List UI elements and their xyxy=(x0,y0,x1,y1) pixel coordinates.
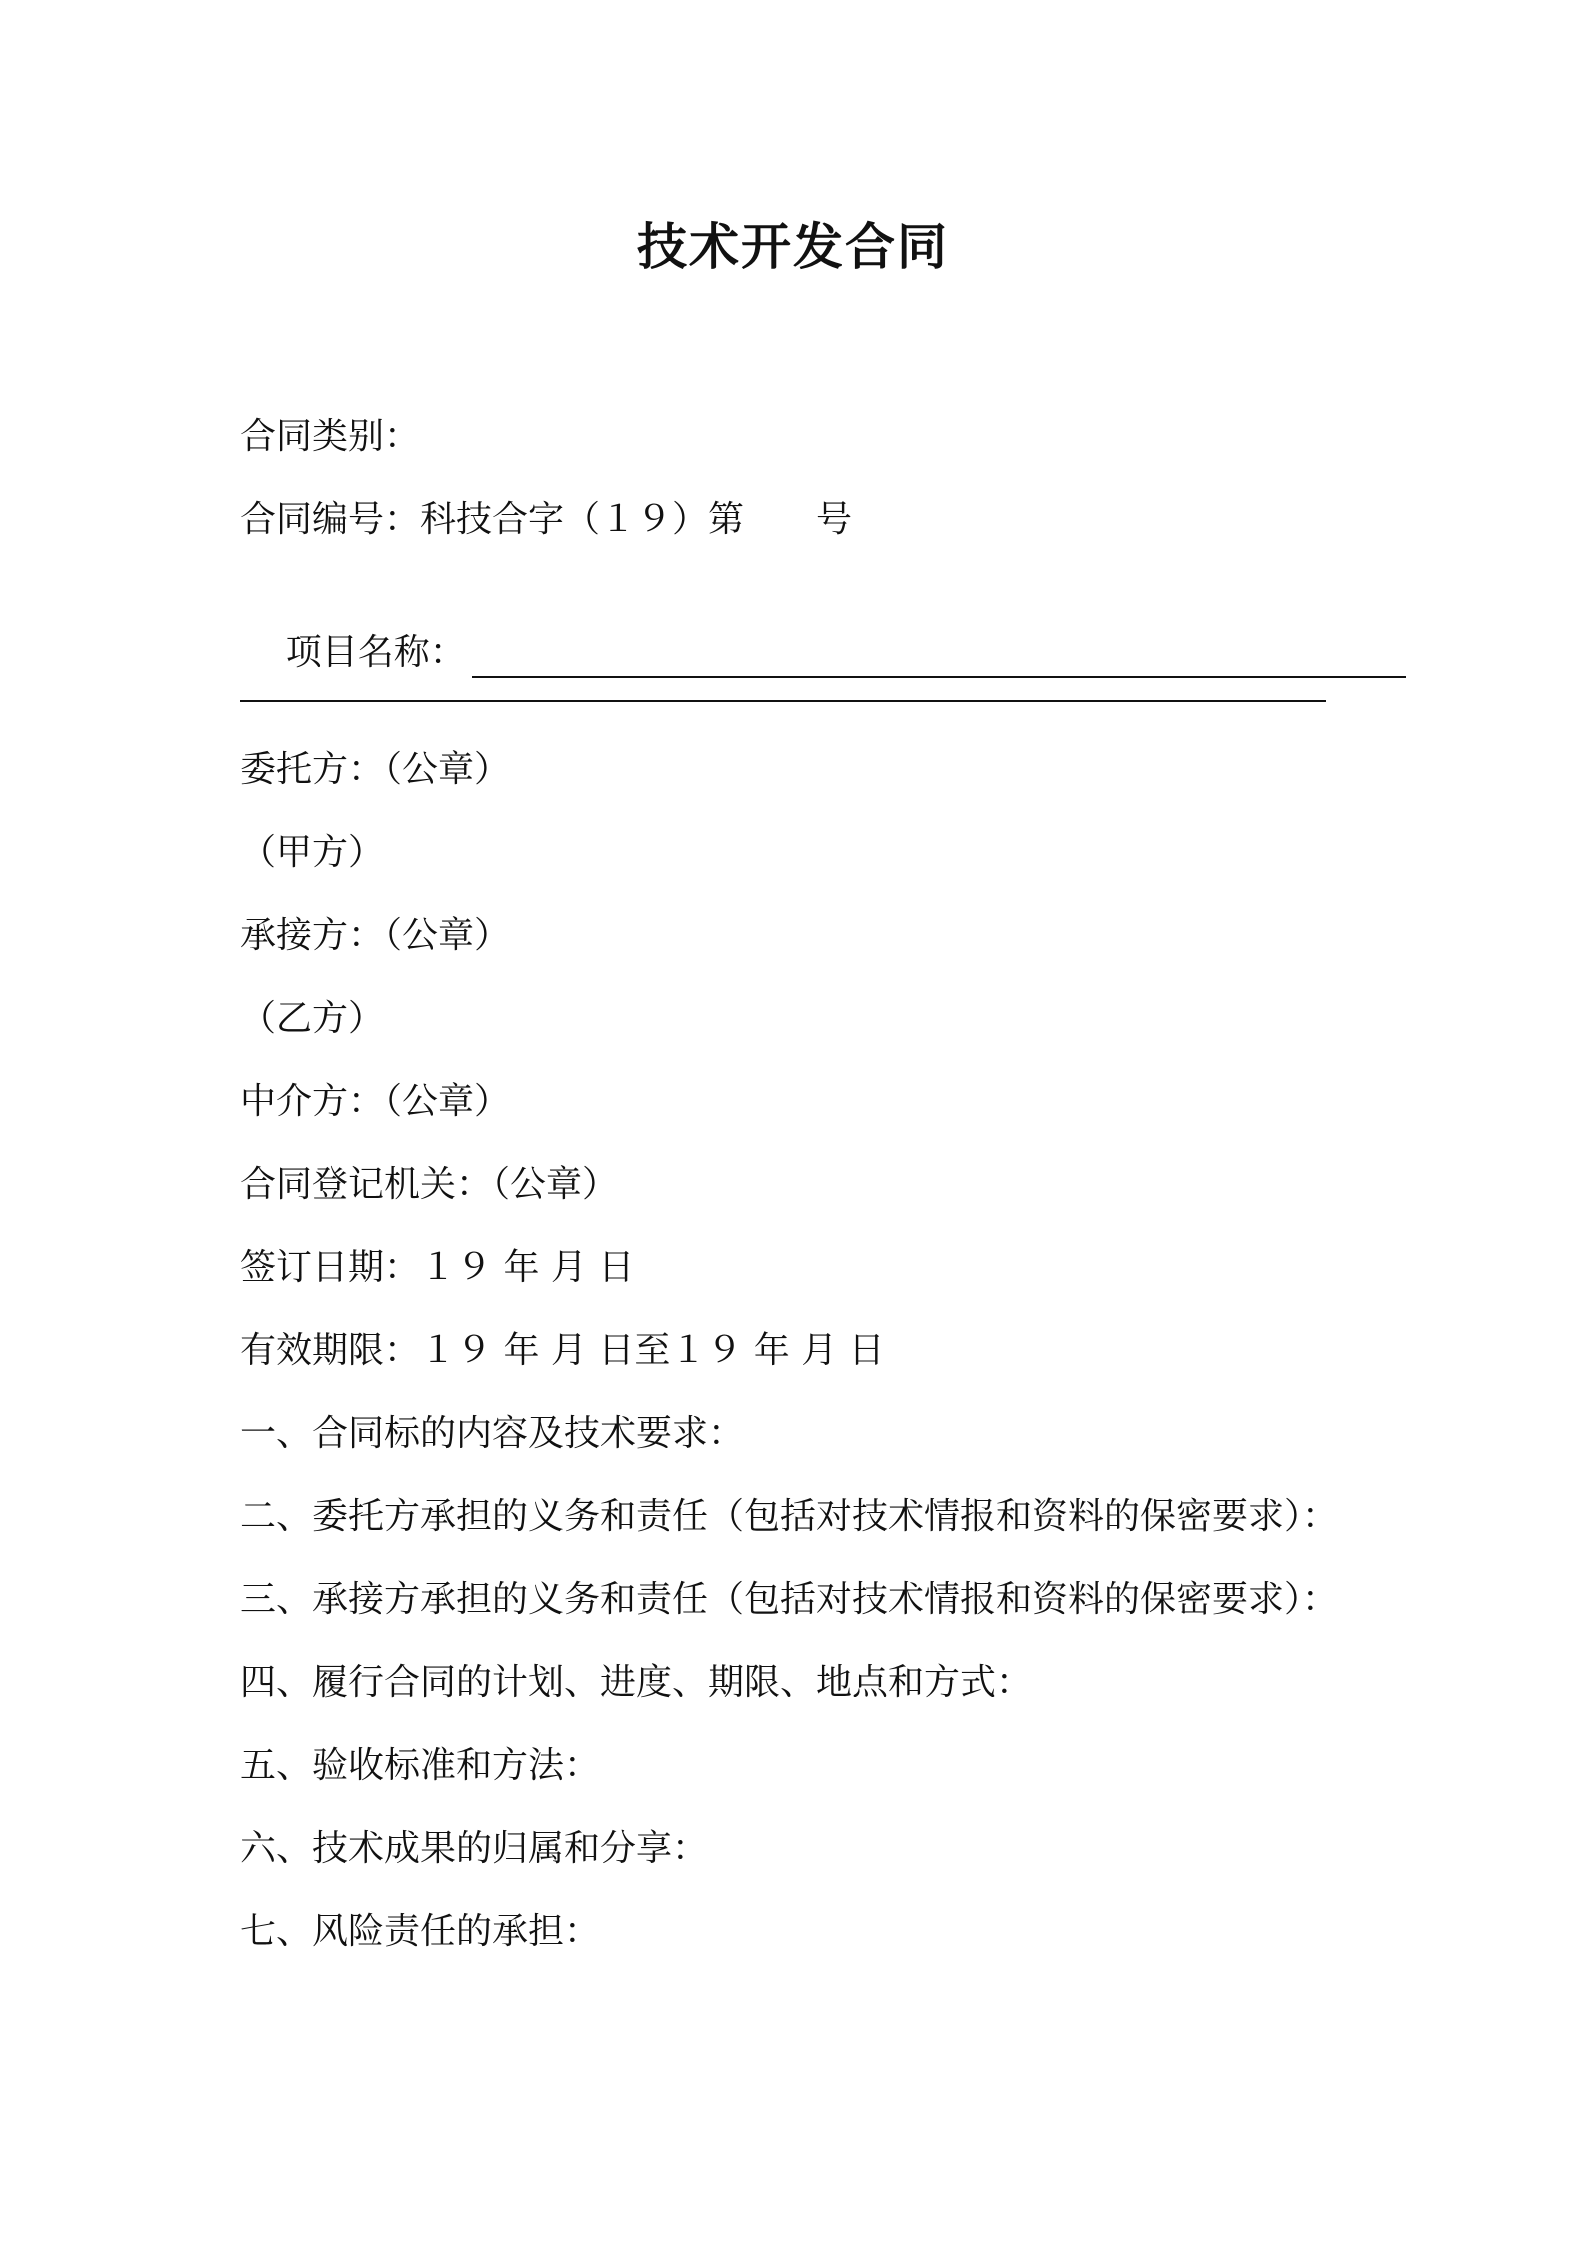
project-name-label: 项目名称： xyxy=(285,632,466,673)
document-title: 技术开发合同 xyxy=(637,218,949,276)
contract-number-line: 合同编号：科技合字（１９）第 号 xyxy=(240,499,853,540)
section-4: 四、履行合同的计划、进度、期限、地点和方式： xyxy=(240,1662,1033,1703)
project-name-line xyxy=(240,578,1406,728)
validity-period-line: 有效期限：１９ 年 月 日至１９ 年 月 日 xyxy=(240,1330,885,1371)
contract-category-line: 合同类别： xyxy=(240,416,421,457)
section-7: 七、风险责任的承担： xyxy=(240,1911,601,1952)
registration-authority-line: 合同登记机关：（公章） xyxy=(240,1164,619,1205)
project-name-blank xyxy=(472,636,1406,678)
section-5: 五、验收标准和方法： xyxy=(240,1745,601,1786)
party-a-line: （甲方） xyxy=(240,832,385,873)
section-6: 六、技术成果的归属和分享： xyxy=(240,1828,709,1869)
signing-date-line: 签订日期：１９ 年 月 日 xyxy=(240,1247,635,1288)
project-name-blank-line-2 xyxy=(240,700,1326,702)
party-b-line: （乙方） xyxy=(240,998,385,1039)
contractor-line: 承接方：（公章） xyxy=(240,915,511,956)
section-2: 二、委托方承担的义务和责任（包括对技术情报和资料的保密要求）： xyxy=(240,1496,1339,1537)
client-line: 委托方：（公章） xyxy=(240,749,511,790)
section-3: 三、承接方承担的义务和责任（包括对技术情报和资料的保密要求）： xyxy=(240,1579,1339,1620)
section-1: 一、合同标的内容及技术要求： xyxy=(240,1413,745,1454)
intermediary-line: 中介方：（公章） xyxy=(240,1081,511,1122)
